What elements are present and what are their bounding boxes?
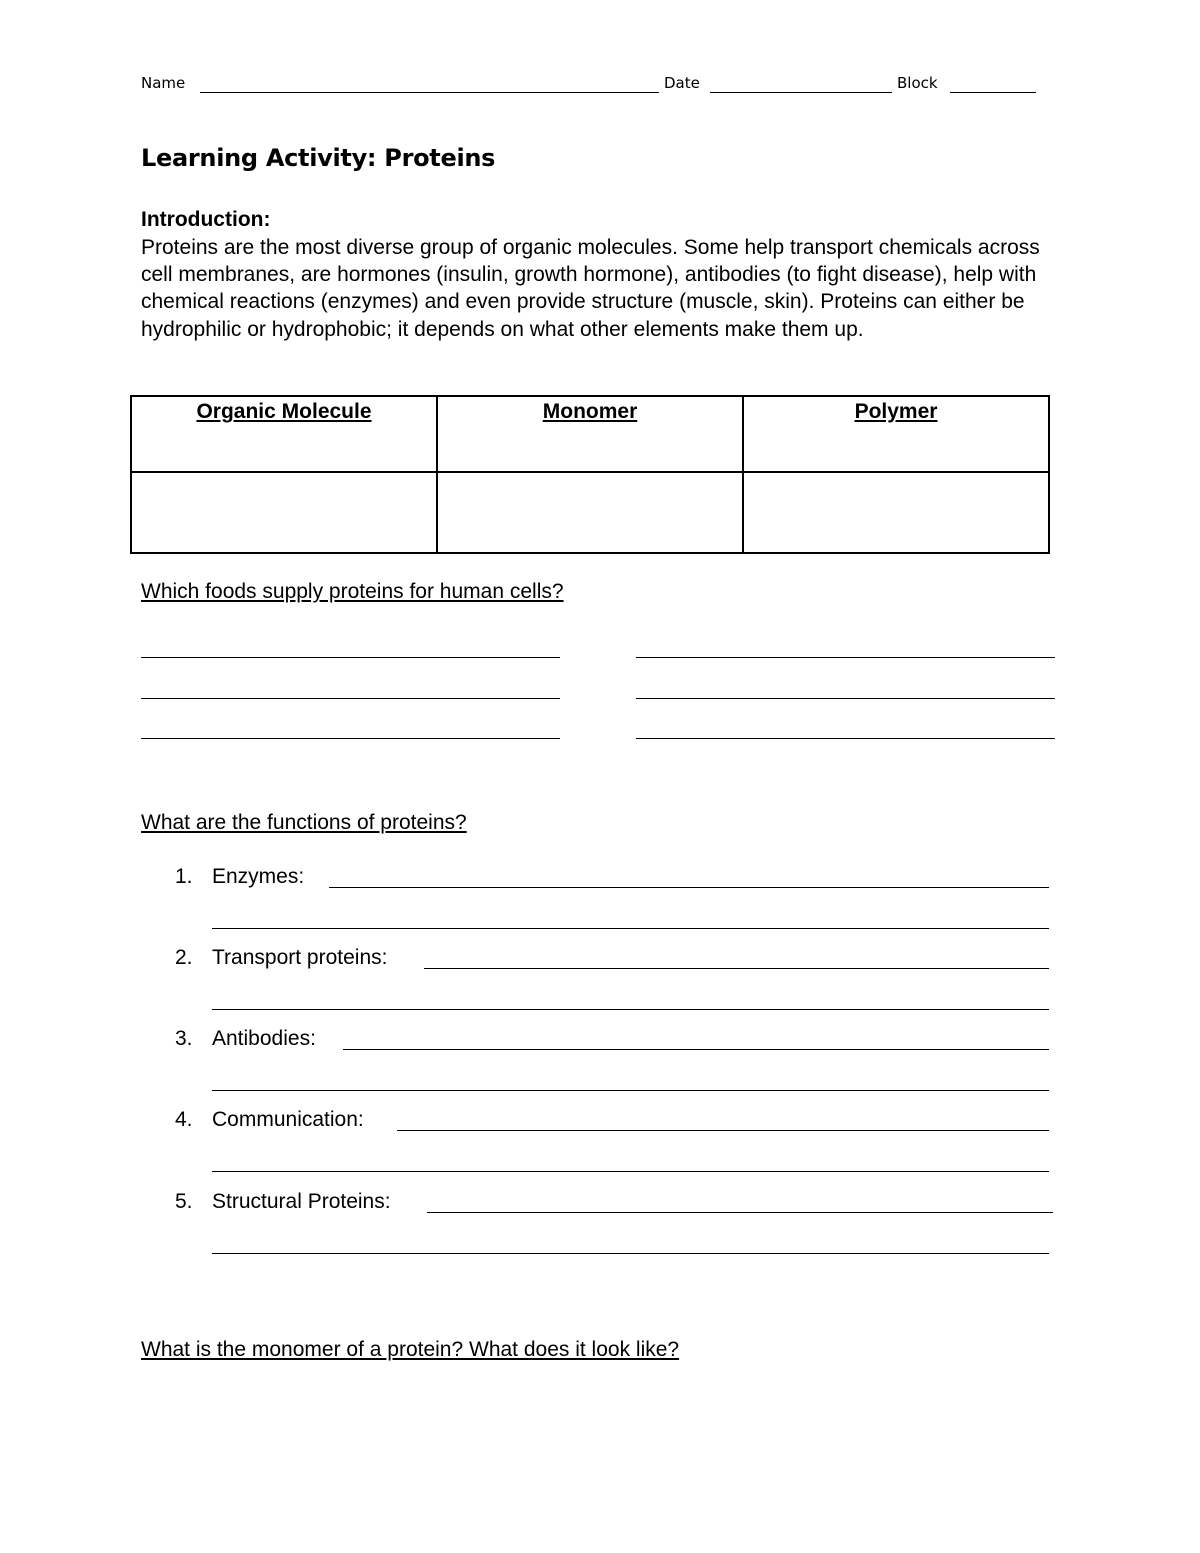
question-functions: What are the functions of proteins?	[141, 811, 467, 834]
list-item-number: 5.	[175, 1190, 193, 1213]
table-cell-organic-molecule[interactable]	[131, 472, 437, 553]
question-monomer: What is the monomer of a protein? What does it look like?	[141, 1338, 680, 1361]
answer-line[interactable]	[141, 698, 560, 699]
answer-line[interactable]	[343, 1049, 1049, 1050]
introduction-text: Proteins are the most diverse group of organic molecules. Some help transport chemicals across cell membranes, are hormones (insulin, growth hormone), antibodies (to fight disease), help with chemical reactions (enzymes) and even provide structure (muscle, skin). Proteins can either be hydrophilic or hydrophobic; it depends on what other elements make them up.	[141, 236, 1040, 341]
answer-line[interactable]	[141, 657, 560, 658]
date-field[interactable]	[710, 92, 892, 93]
list-item-label-transport: Transport proteins:	[212, 946, 388, 969]
block-label: Block	[897, 74, 938, 92]
date-label: Date	[664, 74, 700, 92]
block-field[interactable]	[950, 92, 1036, 93]
answer-line[interactable]	[329, 887, 1049, 888]
name-label: Name	[141, 74, 186, 92]
list-item-number: 2.	[175, 946, 193, 969]
answer-line[interactable]	[427, 1212, 1053, 1213]
table-cell-monomer[interactable]	[437, 472, 743, 553]
list-item-number: 4.	[175, 1108, 193, 1131]
answer-line[interactable]	[636, 738, 1055, 739]
list-item-label-antibodies: Antibodies:	[212, 1027, 316, 1050]
list-item-label-enzymes: Enzymes:	[212, 865, 305, 888]
question-foods: Which foods supply proteins for human cells?	[141, 580, 564, 603]
answer-line[interactable]	[636, 657, 1055, 658]
table-header-monomer: Monomer	[437, 396, 743, 472]
answer-line[interactable]	[424, 968, 1049, 969]
list-item-number: 3.	[175, 1027, 193, 1050]
page-title: Learning Activity: Proteins	[141, 144, 496, 172]
list-item-label-structural: Structural Proteins:	[212, 1190, 391, 1213]
answer-line[interactable]	[636, 698, 1055, 699]
list-item-number: 1.	[175, 865, 193, 888]
answer-line[interactable]	[212, 1253, 1049, 1254]
answer-line[interactable]	[141, 738, 560, 739]
answer-line[interactable]	[212, 928, 1049, 929]
name-field[interactable]	[200, 92, 659, 93]
table-header-polymer: Polymer	[743, 396, 1049, 472]
list-item-label-communication: Communication:	[212, 1108, 364, 1131]
answer-line[interactable]	[212, 1171, 1049, 1172]
table-header-organic-molecule: Organic Molecule	[131, 396, 437, 472]
answer-line[interactable]	[212, 1090, 1049, 1091]
introduction-heading: Introduction:	[141, 208, 271, 231]
table-cell-polymer[interactable]	[743, 472, 1049, 553]
answer-line[interactable]	[212, 1009, 1049, 1010]
answer-line[interactable]	[397, 1130, 1049, 1131]
organic-molecule-table	[130, 395, 1050, 554]
